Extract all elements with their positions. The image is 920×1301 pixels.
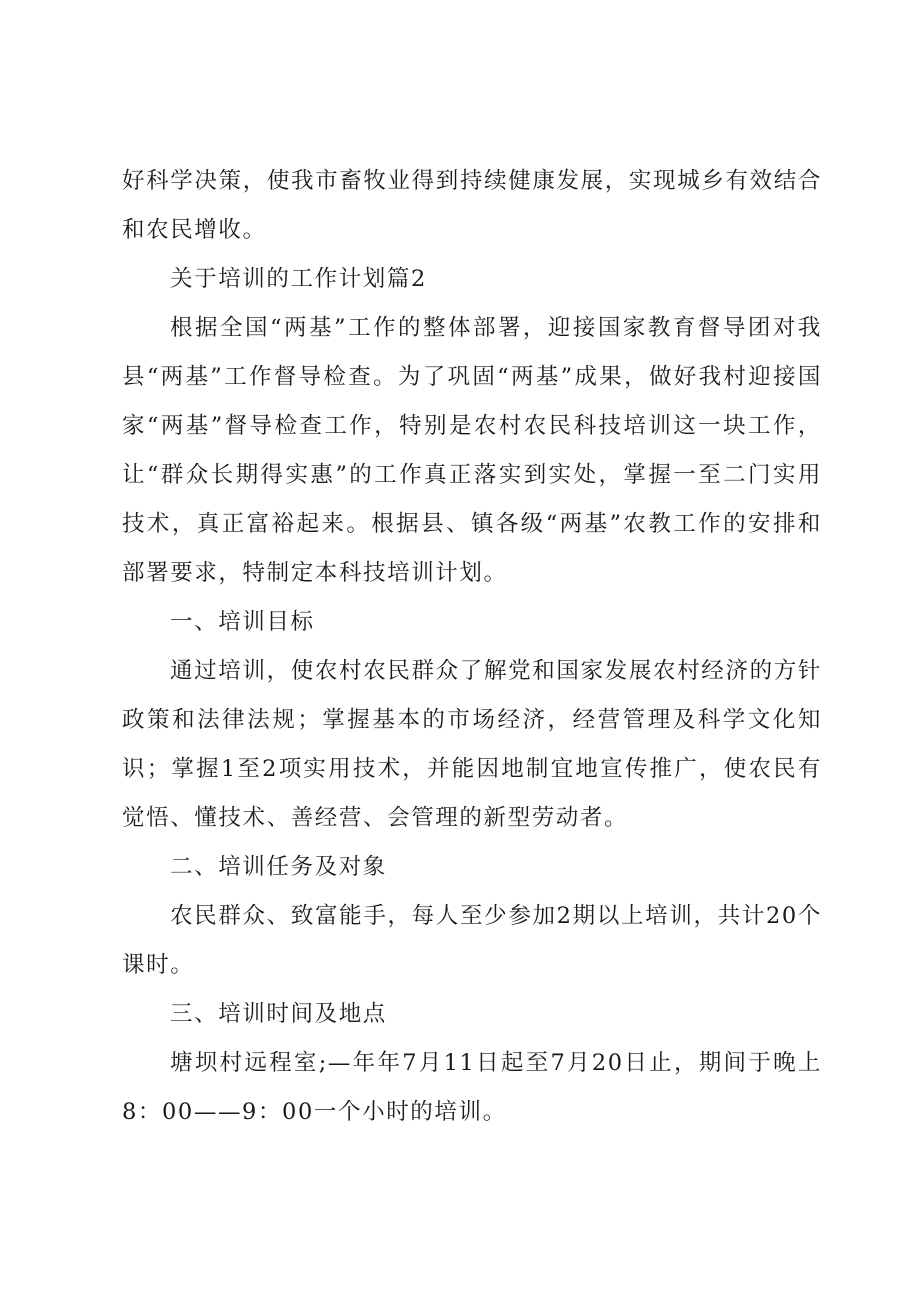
section-title: 关于培训的工作计划篇2 [170, 266, 427, 292]
heading-training-task: 二、培训任务及对象 [170, 854, 387, 880]
heading-training-time: 三、培训时间及地点 [170, 1001, 387, 1027]
paragraph-training-goal: 通过培训，使农村农民群众了解党和国家发展农村经济的方针政策和法律法规；掌握基本的市场经济，经营管理及科学文化知识；掌握1至2项实用技术，并能因地制宜地宣传推广，使农民有觉悟、懂技术、善经营、会管理的新型劳动者。 [122, 658, 822, 831]
heading-training-goal: 一、培训目标 [170, 609, 315, 635]
paragraph-intro: 根据全国“两基”工作的整体部署，迎接国家教育督导团对我县“两基”工作督导检查。为了巩固“两基”成果，做好我村迎接国家“两基”督导检查工作，特别是农村农民科技培训这一块工作，让“群众长期得实惠”的工作真正落实到实处，掌握一至二门实用技术，真正富裕起来。根据县、镇各级“两基”农教工作的安排和部署要求，特制定本科技培训计划。 [122, 315, 822, 586]
document-body [122, 157, 822, 1137]
paragraph-continuation: 好科学决策，使我市畜牧业得到持续健康发展，实现城乡有效结合和农民增收。 [122, 168, 822, 243]
paragraph-training-time: 塘坝村远程室;—年年7月11日起至7月20日止，期间于晚上8：00——9：00一个小时的培训。 [122, 1050, 822, 1125]
paragraph-training-task: 农民群众、致富能手，每人至少参加2期以上培训，共计20个课时。 [122, 903, 822, 978]
